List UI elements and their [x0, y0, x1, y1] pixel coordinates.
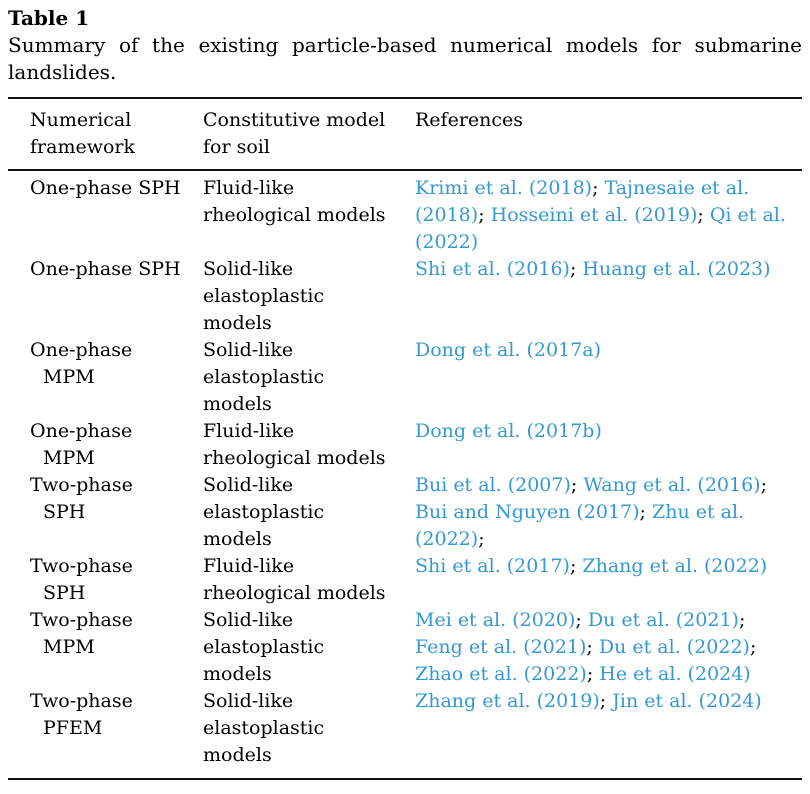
citation-link[interactable]: Krimi et al. (2018) [415, 177, 593, 199]
citation-separator: ; [599, 690, 613, 712]
citation-separator: ; [478, 204, 491, 226]
references-cell [415, 337, 802, 364]
citation-link[interactable]: Mei et al. (2020) [415, 609, 576, 631]
citation-link[interactable]: Dong et al. (2017a) [415, 339, 602, 361]
citation-separator: ; [478, 528, 485, 550]
framework-line: One-phase SPH [30, 258, 181, 280]
constitutive-cell [203, 607, 415, 688]
citation-link[interactable]: Wang et al. (2016) [583, 474, 761, 496]
citation-link[interactable]: Shi et al. (2016) [415, 258, 570, 280]
constitutive-line: Solid-like [203, 690, 294, 712]
framework-line: MPM [43, 366, 95, 388]
citation-separator: ; [586, 636, 599, 658]
framework-cell [8, 337, 203, 391]
framework-cell [8, 256, 203, 283]
header-line: Numerical [30, 109, 132, 131]
citation-separator: ; [749, 636, 757, 658]
framework-line: PFEM [43, 717, 103, 739]
constitutive-line: Solid-like [203, 339, 294, 361]
citation-separator: ; [738, 609, 746, 631]
constitutive-cell [203, 418, 415, 472]
constitutive-cell [203, 472, 415, 553]
constitutive-line: models [203, 312, 272, 334]
constitutive-line: Fluid-like [203, 555, 295, 577]
framework-line: Two-phase [30, 690, 133, 712]
constitutive-line: Solid-like [203, 609, 294, 631]
table-row [8, 553, 802, 607]
constitutive-line: rheological models [203, 204, 386, 226]
framework-cell [8, 418, 203, 472]
constitutive-line: rheological models [203, 582, 386, 604]
header-line: References [415, 109, 524, 131]
header-line: Constitutive model [203, 109, 386, 131]
framework-line: SPH [43, 501, 86, 523]
constitutive-line: elastoplastic [203, 717, 325, 739]
citation-link[interactable]: Tajnesaie et al. (2018) [415, 177, 750, 226]
framework-line: SPH [43, 582, 86, 604]
framework-cell [8, 607, 203, 661]
table-caption: Summary of the existing particle-based numerical models for submarine landslides. [8, 33, 802, 84]
citation-link[interactable]: Feng et al. (2021) [415, 636, 587, 658]
citation-link[interactable]: Hosseini et al. (2019) [490, 204, 698, 226]
constitutive-cell [203, 337, 415, 418]
summary-table [8, 97, 802, 780]
framework-line: One-phase [30, 420, 133, 442]
citation-separator: ; [569, 555, 583, 577]
constitutive-cell [203, 256, 415, 337]
table-body [8, 171, 802, 778]
citation-separator: ; [575, 609, 588, 631]
header-line: for soil [203, 136, 270, 158]
header-line: framework [30, 136, 136, 158]
citation-separator: ; [639, 501, 652, 523]
framework-cell [8, 472, 203, 526]
table-row [8, 472, 802, 553]
citation-link[interactable]: Qi et al. (2022) [415, 204, 786, 253]
framework-line: Two-phase [30, 609, 133, 631]
table-row [8, 337, 802, 418]
framework-line: Two-phase [30, 474, 133, 496]
constitutive-line: elastoplastic [203, 285, 325, 307]
header-cell-1 [8, 107, 203, 161]
citation-separator: ; [586, 663, 600, 685]
framework-cell [8, 688, 203, 742]
framework-cell [8, 175, 203, 202]
constitutive-line: Solid-like [203, 474, 294, 496]
constitutive-cell [203, 688, 415, 769]
table-row [8, 175, 802, 256]
citation-separator: ; [697, 204, 710, 226]
constitutive-line: models [203, 744, 272, 766]
citation-link[interactable]: Dong et al. (2017b) [415, 420, 602, 442]
framework-line: MPM [43, 636, 95, 658]
citation-separator: ; [592, 177, 605, 199]
framework-line: Two-phase [30, 555, 133, 577]
table-row [8, 418, 802, 472]
citation-separator: ; [569, 258, 583, 280]
references-cell [415, 472, 802, 553]
citation-link[interactable]: Zhu et al. (2022) [415, 501, 745, 550]
citation-link[interactable]: Jin et al. (2024) [612, 690, 762, 712]
constitutive-line: elastoplastic [203, 636, 325, 658]
references-cell [415, 418, 802, 445]
framework-cell [8, 553, 203, 607]
citation-separator: ; [570, 474, 584, 496]
table-row [8, 607, 802, 688]
header-cell-3 [415, 107, 802, 161]
citation-link[interactable]: Zhao et al. (2022) [415, 663, 587, 685]
citation-link[interactable]: Du et al. (2022) [598, 636, 750, 658]
table-header-row [8, 99, 802, 171]
constitutive-line: models [203, 393, 272, 415]
references-cell [415, 688, 802, 715]
citation-link[interactable]: Shi et al. (2017) [415, 555, 570, 577]
constitutive-line: Fluid-like [203, 420, 295, 442]
constitutive-line: models [203, 663, 272, 685]
citation-link[interactable]: Huang et al. (2023) [582, 258, 771, 280]
references-cell [415, 553, 802, 580]
framework-line: One-phase SPH [30, 177, 181, 199]
references-cell [415, 175, 802, 256]
header-cell-2 [203, 107, 415, 161]
constitutive-line: Fluid-like [203, 177, 295, 199]
citation-separator: ; [760, 474, 767, 496]
constitutive-line: elastoplastic [203, 501, 325, 523]
citation-link[interactable]: Du et al. (2021) [587, 609, 739, 631]
citation-link[interactable]: Zhang et al. (2019) [415, 690, 600, 712]
references-cell [415, 256, 802, 283]
table-title: Table 1 [8, 6, 90, 30]
constitutive-line: elastoplastic [203, 366, 325, 388]
framework-line: MPM [43, 447, 95, 469]
constitutive-cell [203, 175, 415, 229]
citation-link[interactable]: Bui et al. (2007) [415, 474, 571, 496]
framework-line: One-phase [30, 339, 133, 361]
citation-link[interactable]: Bui and Nguyen (2017) [415, 501, 640, 523]
constitutive-cell [203, 553, 415, 607]
citation-link[interactable]: He et al. (2024) [599, 663, 751, 685]
references-cell [415, 607, 802, 688]
constitutive-line: Solid-like [203, 258, 294, 280]
constitutive-line: models [203, 528, 272, 550]
table-row [8, 256, 802, 337]
table-row [8, 688, 802, 769]
constitutive-line: rheological models [203, 447, 386, 469]
citation-link[interactable]: Zhang et al. (2022) [582, 555, 768, 577]
